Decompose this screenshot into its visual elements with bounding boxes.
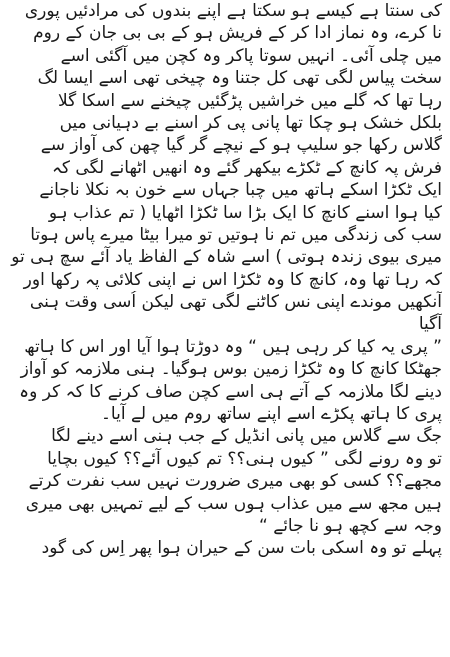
text-line: فرش پہ کانچ کے ٹکڑے بیکھر گئے وہ انھیں اٹھانے لگی کہ (51, 157, 442, 178)
text-line: سب کی زندگی میں تم نا ہوتیں تو میرا بیٹا میرے پاس ہوتا (30, 224, 442, 245)
text-line: پری کا ہاتھ پکڑے اسے اپنے ساتھ روم میں لے آیا۔ (100, 404, 442, 425)
text-line: آنکھیں موندے اپنی نس کاٹنے لگی تھی لیکن اُسی وقت ہنی (29, 292, 442, 313)
text-line: ہیں مجھ سے میں عذاب ہوں سب کے لیے تمہیں بھی میری (25, 493, 442, 514)
text-line: ” پری یہ کیا کر رہی ہیں “ وہ دوڑتا ہوا آیا اور اس کا ہاتھ (24, 336, 442, 357)
text-line: تو وہ رونے لگی ” کیوں ہنی؟؟ تم کیوں آئے؟؟ کیوں بچایا (47, 448, 442, 469)
text-line: میں چلی آئی۔ انہیں سوتا پاکر وہ کچن میں آگئی اسے (60, 45, 442, 66)
text-line: سخت پیاس لگی تھی کل جتنا وہ چیخی تھی اسے ایسا لگ (37, 68, 442, 89)
text-line: میری بیوی زندہ ہوتی ) اسے شاہ کے الفاظ یاد آئے سچ ہی تو (11, 247, 442, 268)
text-line: نا کرے، وہ نماز ادا کر کے فریش ہو کے بی بی جان کے روم (33, 23, 442, 44)
text-line: پہلے تو وہ اسکی بات سن کے حیران ہوا پھر اِس کی گود (41, 538, 442, 559)
text-line: رہا تھا کہ گلے میں خراشیں پڑگئیں چیخنے سے اسکا گلا (57, 90, 442, 111)
text-line: دینے لگا ملازمہ کے آتے ہی اسے کچن صاف کرنے کا کہ کر وہ (19, 381, 442, 402)
text-line: کیا ہوا اسنے کانچ کا ایک بڑا سا ٹکڑا اٹھایا ( تم عذاب ہو (48, 202, 442, 223)
text-line: وجہ سے کچھ ہو نا جائے “ (259, 515, 442, 536)
text-line: آگیا (418, 314, 442, 335)
text-line: کی سنتا ہے کیسے ہو سکتا ہے اپنے بندوں کی مرادئیں پوری (24, 1, 442, 21)
text-line: گلاس رکھا جو سلیپ ہو کے نیچے گر گیا چھن کی آواز سے (40, 135, 442, 156)
text-line: جھٹکا کانچ کا وہ ٹکڑا زمین بوس ہوگیا۔ ہنی ملازمہ کو آواز (20, 359, 442, 380)
text-line: جگ سے گلاس میں پانی انڈیل کے جب ہنی اسے دینے لگا (51, 426, 442, 447)
text-line: بلکل خشک ہو چکا تھا پانی پی کر اسنے بے دہیانی میں (59, 112, 442, 133)
text-line: کہ رہا تھا وہ، کانچ کا وہ ٹکڑا اس نے اپنی کلائی پہ رکھا اور (23, 269, 442, 290)
urdu-text-body (8, 0, 442, 560)
text-line: مجھے؟؟ کسی کو بھی میری ضرورت نہیں سب نفرت کرتے (28, 471, 442, 492)
text-line: ایک ٹکڑا اسکے ہاتھ میں چبا جہاں سے خون بہ نکلا ناجانے (39, 180, 442, 201)
